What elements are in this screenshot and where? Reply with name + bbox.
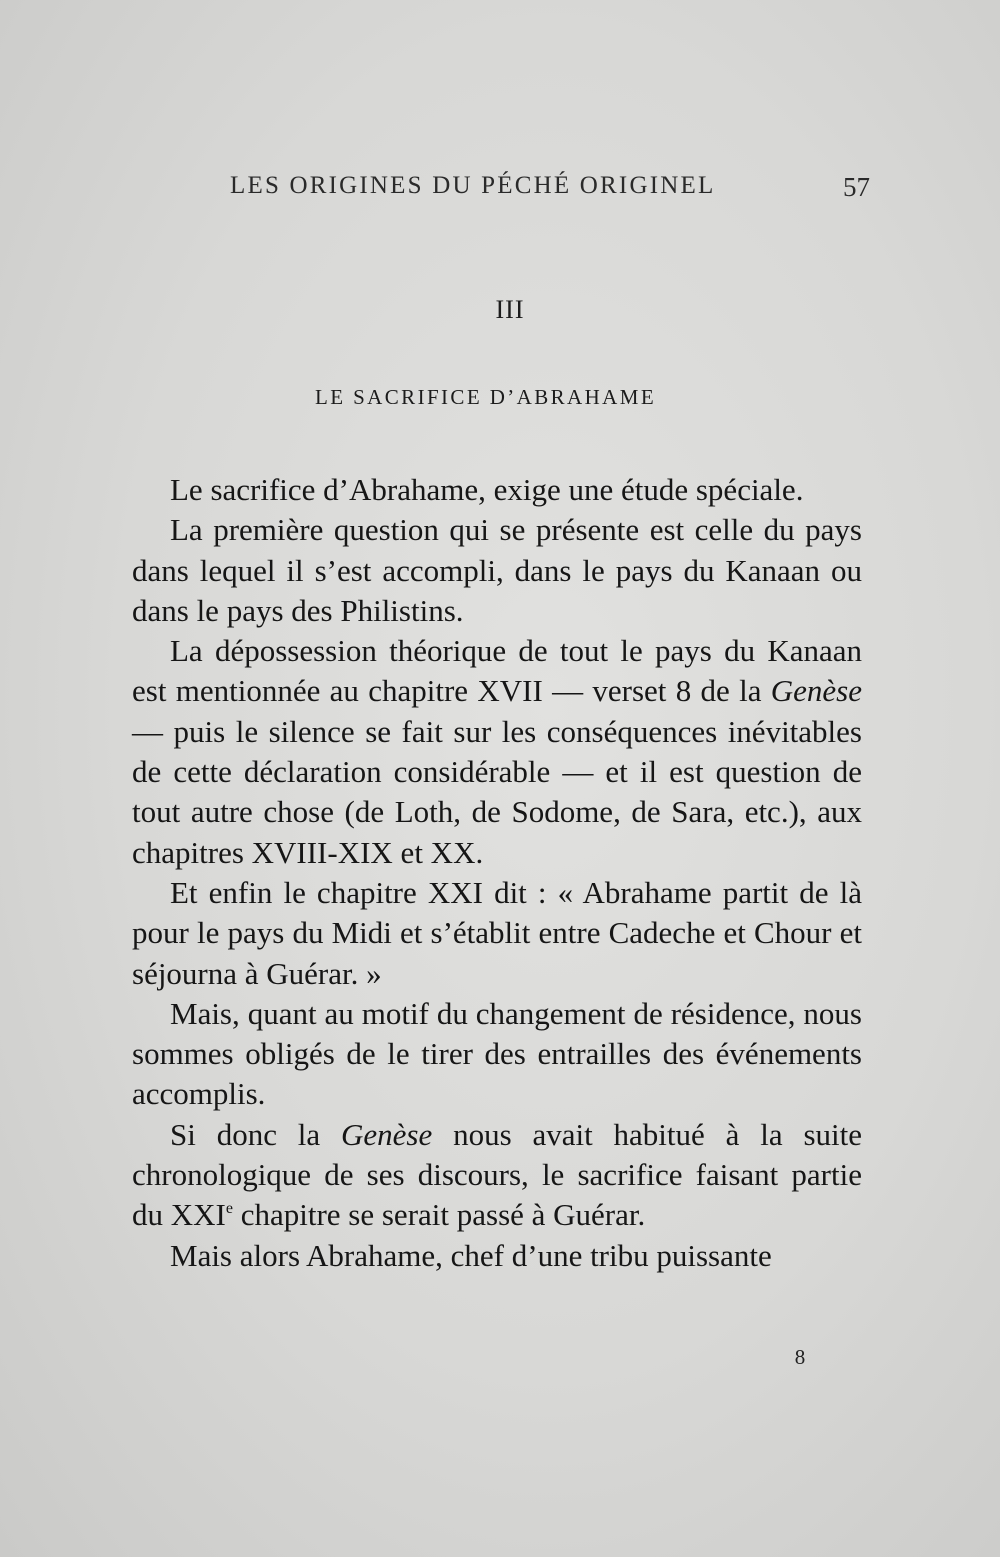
paragraph-3-start: La dépossession théorique de tout le pays du Kanaan est mentionnée au chapitre XVII — verset 8 de la [132, 633, 862, 709]
italic-genese: Genèse [341, 1116, 433, 1152]
paragraph-6 [132, 1115, 862, 1236]
italic-genese: Genèse [770, 673, 862, 709]
paragraph-4: Et enfin le chapitre XXI dit : « Abrahame partit de là pour le pays du Midi et s’établit entre Cadeche et Chour et séjourna à Guérar. » [132, 874, 862, 991]
superscript-e: e [225, 1200, 233, 1218]
paragraph-7: Mais alors Abrahame, chef d’une tribu puissante [170, 1237, 772, 1273]
paragraph-6-start: Si donc la [170, 1116, 341, 1152]
paragraph-6-middle: nous avait habitué à la suite chronologique de ses discours, le sacrifice faisant partie du XXI [132, 1116, 862, 1233]
paragraph-3 [132, 631, 862, 873]
paragraph-5: Mais, quant au motif du changement de résidence, nous sommes obligés de le tirer des entrailles des événements accomplis. [132, 995, 862, 1112]
paragraph-1: Le sacrifice d’Abrahame, exige une étude spéciale. [170, 472, 804, 507]
body-text [132, 470, 862, 1276]
page-number: 57 [843, 172, 870, 202]
running-title: LES ORIGINES DU PÉCHÉ ORIGINEL [230, 172, 716, 199]
chapter-number: III [495, 295, 525, 324]
paragraph-3-end: — puis le silence se fait sur les conséquences inévitables de cette déclaration considérable — et il est question de tout autre chose (de Loth, de Sodome, de Sara, etc.), aux chapitres XVIII-XIX et XX. [132, 713, 862, 870]
chapter-title: LE SACRIFICE D’ABRAHAME [315, 385, 657, 409]
signature-mark: 8 [794, 1345, 806, 1369]
paragraph-2: La première question qui se présente est celle du pays dans lequel il s’est accompli, dans le pays du Kanaan ou dans le pays des Philistins. [132, 512, 862, 628]
paragraph-6-end: chapitre se serait passé à Guérar. [232, 1197, 646, 1233]
